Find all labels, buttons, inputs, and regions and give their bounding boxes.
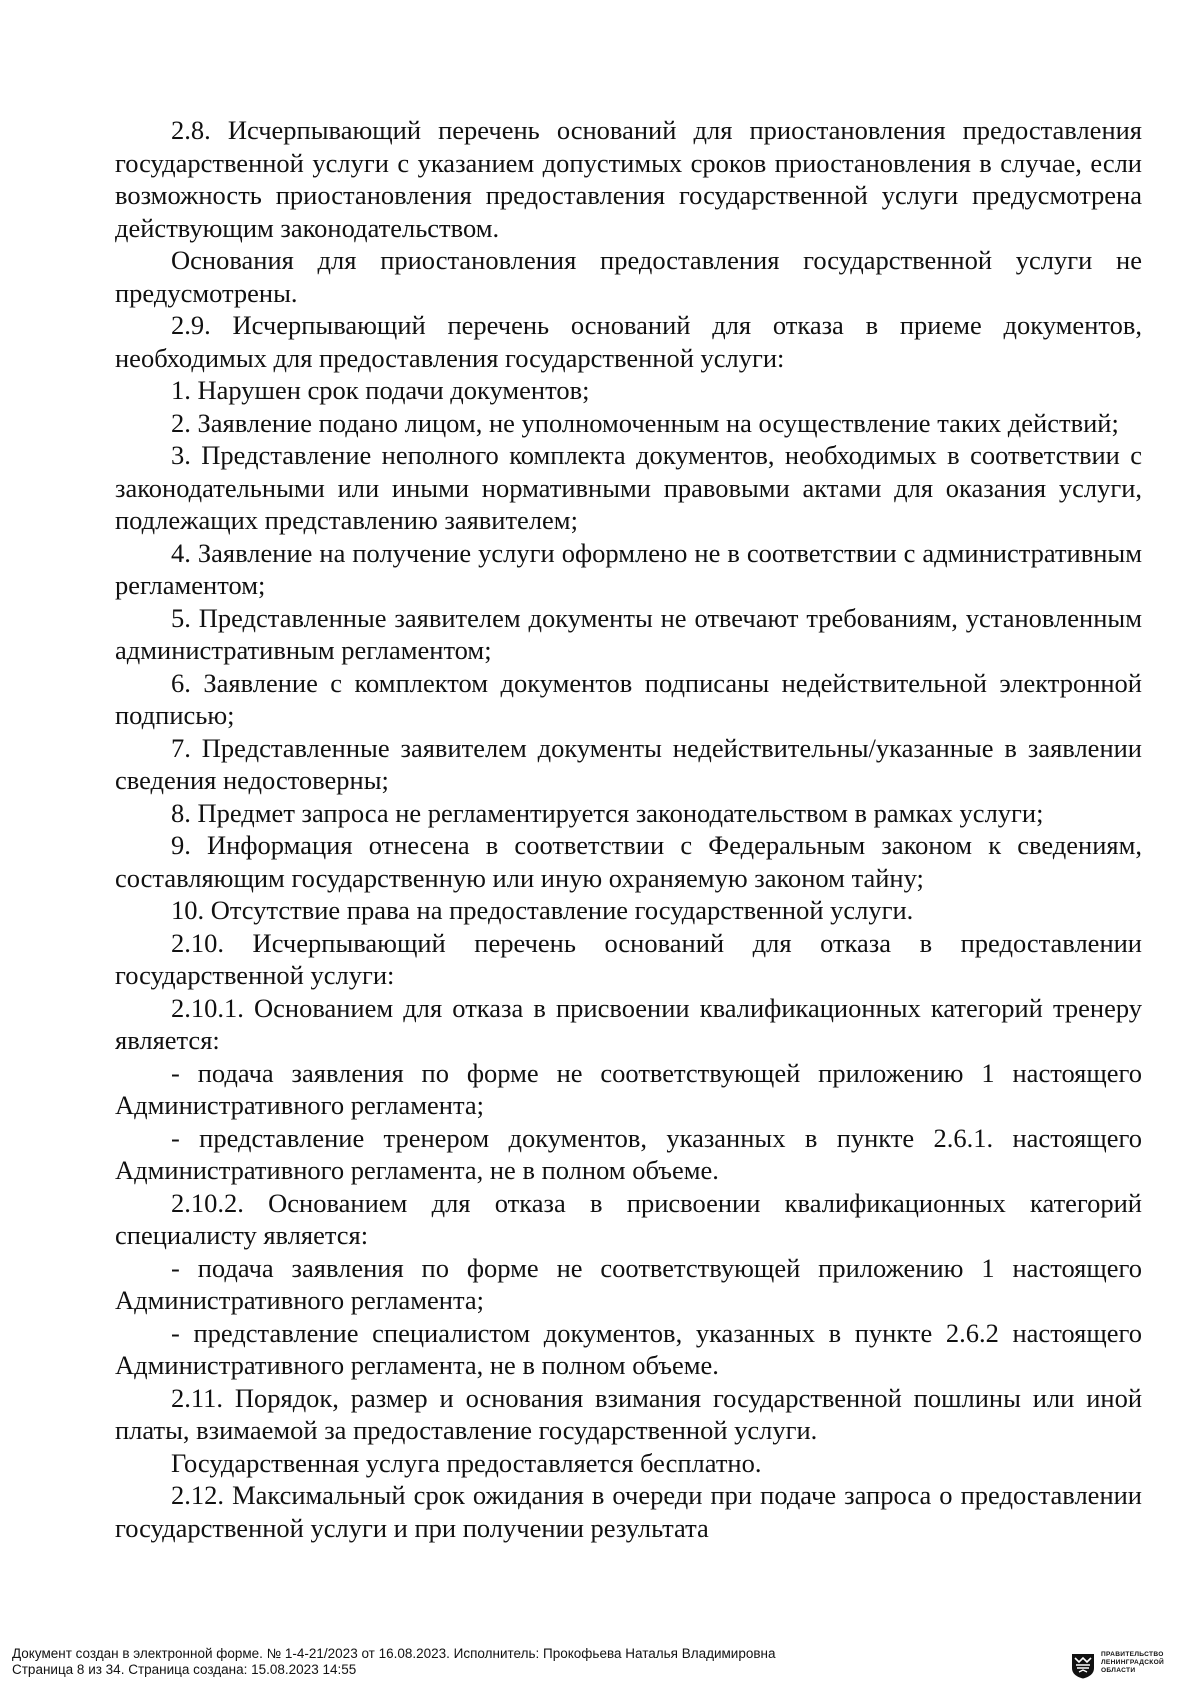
list-item-5: 5. Представленные заявителем документы не отвечают требованиям, установленным административным регламентом; — [115, 602, 1142, 665]
paragraph-2-12: 2.12. Максимальный срок ожидания в очереди при подаче запроса о предоставлении государственной услуги и при получении результата — [115, 1480, 1142, 1543]
paragraph-2-8: 2.8. Исчерпывающий перечень оснований для приостановления предоставления государственной услуги с указанием допустимых сроков приостановления в случае, если возможность приостановления предоставления государственной услуги предусмотрена действующим законодательством. — [115, 115, 1142, 243]
paragraph-no-suspension: Основания для приостановления предоставления государственной услуги не предусмотрены. — [115, 245, 1142, 308]
list-item-7: 7. Представленные заявителем документы недействительны/указанные в заявлении сведения недостоверны; — [115, 732, 1142, 795]
list-item-2: 2. Заявление подано лицом, не уполномоченным на осуществление таких действий; — [171, 407, 1119, 438]
dash-item-trainer-2: - представление тренером документов, указанных в пункте 2.6.1. настоящего Административного регламента, не в полном объеме. — [115, 1122, 1142, 1185]
dash-item-specialist-2: - представление специалистом документов, указанных в пункте 2.6.2 настоящего Административного регламента, не в полном объеме. — [115, 1317, 1142, 1380]
coat-of-arms-icon — [1071, 1653, 1095, 1679]
logo-line-3: ОБЛАСТИ — [1101, 1667, 1136, 1675]
paragraph-2-10-1: 2.10.1. Основанием для отказа в присвоении квалификационных категорий тренеру является: — [115, 992, 1142, 1055]
list-item-9: 9. Информация отнесена в соответствии с Федеральным законом к сведениям, составляющим государственную или иную охраняемую законом тайну; — [115, 830, 1142, 893]
logo-text — [1101, 1651, 1195, 1676]
footer-page-info: Страница 8 из 34. Страница создана: 15.08.2023 14:55 — [12, 1662, 357, 1677]
document-body — [115, 114, 1142, 1544]
dash-item-trainer-1: - подача заявления по форме не соответствующей приложению 1 настоящего Административного регламента; — [115, 1057, 1142, 1120]
list-item-4: 4. Заявление на получение услуги оформлено не в соответствии с административным регламентом; — [115, 537, 1142, 600]
list-item-1: 1. Нарушен срок подачи документов; — [171, 375, 590, 405]
list-item-8: 8. Предмет запроса не регламентируется законодательством в рамках услуги; — [171, 797, 1044, 828]
paragraph-free-service: Государственная услуга предоставляется бесплатно. — [171, 1447, 762, 1478]
list-item-3: 3. Представление неполного комплекта документов, необходимых в соответствии с законодательными или иными нормативными правовыми актами для оказания услуги, подлежащих представлению заявителем; — [115, 440, 1142, 535]
logo-line-2: ЛЕНИНГРАДСКОЙ — [1101, 1659, 1165, 1667]
list-item-6: 6. Заявление с комплектом документов подписаны недействительной электронной подписью; — [115, 667, 1142, 730]
logo-line-1: ПРАВИТЕЛЬСТВО — [1101, 1651, 1164, 1658]
footer-document-info: Документ создан в электронной форме. № 1-4-21/2023 от 16.08.2023. Исполнитель: Прокофьева Наталья Владимировна — [12, 1646, 776, 1661]
paragraph-2-9: 2.9. Исчерпывающий перечень оснований для отказа в приеме документов, необходимых для предоставления государственной услуги: — [115, 310, 1142, 373]
government-logo — [1071, 1651, 1195, 1685]
list-item-10: 10. Отсутствие права на предоставление государственной услуги. — [171, 895, 914, 925]
document-footer — [12, 1646, 1052, 1678]
dash-item-specialist-1: - подача заявления по форме не соответствующей приложению 1 настоящего Административного регламента; — [115, 1252, 1142, 1315]
paragraph-2-11: 2.11. Порядок, размер и основания взимания государственной пошлины или иной платы, взимаемой за предоставление государственной услуги. — [115, 1382, 1142, 1445]
paragraph-2-10: 2.10. Исчерпывающий перечень оснований для отказа в предоставлении государственной услуги: — [115, 927, 1142, 990]
paragraph-2-10-2: 2.10.2. Основанием для отказа в присвоении квалификационных категорий специалисту является: — [115, 1187, 1142, 1250]
